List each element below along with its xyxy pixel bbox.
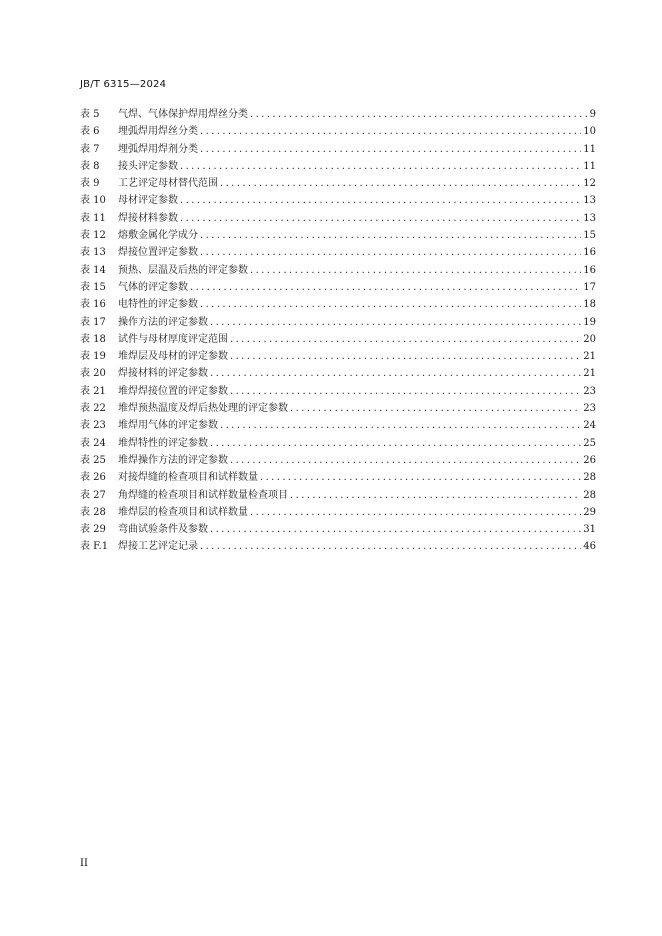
toc-leader-dots bbox=[210, 314, 581, 331]
toc-entry-number: 表 26 bbox=[80, 472, 106, 484]
toc-entry-page: 23 bbox=[583, 403, 596, 415]
toc-entry-number: 表 F.1 bbox=[80, 541, 109, 553]
toc-entry[interactable] bbox=[80, 504, 596, 521]
toc-entry-number: 表 14 bbox=[80, 264, 106, 276]
toc-entry-title: 弯曲试验条件及参数 bbox=[118, 524, 208, 536]
toc-entry-title: 堆焊用气体的评定参数 bbox=[118, 420, 218, 432]
toc-entry[interactable] bbox=[80, 452, 596, 469]
toc-entry-number: 表 10 bbox=[80, 195, 106, 207]
toc-entry-title: 试件与母材厚度评定范围 bbox=[118, 333, 228, 345]
toc-entry-title: 焊接材料的评定参数 bbox=[118, 368, 208, 380]
document-code-header: JB/T 6315—2024 bbox=[80, 79, 167, 90]
toc-entry-page: 21 bbox=[583, 351, 596, 363]
toc-entry-page: 31 bbox=[583, 524, 596, 536]
toc-entry[interactable] bbox=[80, 141, 596, 158]
toc-entry[interactable] bbox=[80, 331, 596, 348]
toc-entry-title: 堆焊特性的评定参数 bbox=[118, 437, 208, 449]
toc-entry-number: 表 23 bbox=[80, 420, 106, 432]
toc-entry-number: 表 15 bbox=[80, 281, 106, 293]
toc-entry-page: 12 bbox=[583, 178, 596, 190]
toc-leader-dots bbox=[250, 262, 581, 279]
toc-entry-title: 堆焊操作方法的评定参数 bbox=[118, 454, 228, 466]
toc-entry-page: 26 bbox=[583, 454, 596, 466]
toc-entry-page: 9 bbox=[589, 109, 596, 120]
toc-leader-dots bbox=[220, 175, 581, 192]
toc-entry-page: 20 bbox=[583, 333, 596, 345]
toc-leader-dots bbox=[290, 400, 581, 417]
toc-entry-title: 操作方法的评定参数 bbox=[118, 316, 208, 328]
toc-entry-title: 堆焊预热温度及焊后热处理的评定参数 bbox=[118, 403, 288, 415]
page-number: II bbox=[80, 858, 88, 869]
toc-entry-page: 17 bbox=[583, 281, 596, 293]
toc-entry[interactable] bbox=[80, 348, 596, 365]
toc-leader-dots bbox=[180, 192, 581, 209]
toc-entry-number: 表 16 bbox=[80, 299, 106, 311]
toc-entry[interactable] bbox=[80, 296, 596, 313]
toc-entry-title: 预热、层温及后热的评定参数 bbox=[118, 264, 248, 276]
toc-leader-dots bbox=[220, 417, 581, 434]
toc-leader-dots bbox=[230, 452, 581, 469]
toc-entry-page: 46 bbox=[583, 541, 596, 553]
toc-leader-dots bbox=[210, 365, 581, 382]
toc-entry-title: 工艺评定母材替代范围 bbox=[118, 178, 218, 190]
toc-entry-page: 13 bbox=[583, 212, 596, 224]
toc-entry[interactable] bbox=[80, 417, 596, 434]
toc-entry-title: 母材评定参数 bbox=[118, 195, 178, 207]
toc-entry-title: 焊接位置评定参数 bbox=[118, 247, 198, 259]
toc-leader-dots bbox=[200, 141, 581, 158]
toc-entry-page: 11 bbox=[583, 160, 596, 172]
toc-entry-page: 25 bbox=[583, 437, 596, 449]
toc-entry-page: 28 bbox=[583, 489, 596, 501]
toc-entry-number: 表 8 bbox=[80, 160, 100, 172]
toc-entry-page: 11 bbox=[583, 143, 596, 155]
toc-entry-title: 堆焊焊接位置的评定参数 bbox=[118, 385, 228, 397]
toc-entry-page: 10 bbox=[583, 126, 596, 138]
toc-entry[interactable] bbox=[80, 175, 596, 192]
toc-leader-dots bbox=[250, 504, 581, 521]
toc-entry[interactable] bbox=[80, 227, 596, 244]
toc-entry-page: 29 bbox=[583, 506, 596, 518]
toc-entry-page: 16 bbox=[583, 264, 596, 276]
toc-leader-dots bbox=[200, 123, 581, 140]
toc-leader-dots bbox=[210, 521, 581, 538]
toc-entry-title: 角焊缝的检查项目和试样数量检查项目 bbox=[118, 489, 288, 501]
toc-entry-title: 接头评定参数 bbox=[118, 160, 178, 172]
toc-entry-page: 18 bbox=[583, 299, 596, 311]
toc-entry[interactable] bbox=[80, 400, 596, 417]
toc-entry-number: 表 18 bbox=[80, 333, 106, 345]
toc-entry[interactable] bbox=[80, 383, 596, 400]
toc-entry-number: 表 6 bbox=[80, 126, 100, 138]
toc-leader-dots bbox=[200, 227, 581, 244]
toc-entry[interactable] bbox=[80, 123, 596, 140]
toc-entry-number: 表 13 bbox=[80, 247, 106, 259]
toc-entry-number: 表 7 bbox=[80, 143, 100, 155]
table-of-contents bbox=[80, 106, 596, 556]
toc-entry-title: 焊接工艺评定记录 bbox=[118, 541, 198, 553]
toc-entry[interactable] bbox=[80, 435, 596, 452]
toc-entry[interactable] bbox=[80, 244, 596, 261]
toc-entry-title: 气焊、气体保护焊用焊丝分类 bbox=[118, 109, 248, 120]
toc-entry[interactable] bbox=[80, 538, 596, 555]
toc-entry-title: 堆焊层的检查项目和试样数量 bbox=[118, 506, 248, 518]
toc-entry-number: 表 11 bbox=[80, 212, 106, 224]
toc-entry-number: 表 12 bbox=[80, 230, 106, 242]
toc-leader-dots bbox=[230, 383, 581, 400]
toc-entry-number: 表 17 bbox=[80, 316, 106, 328]
toc-leader-dots bbox=[190, 279, 581, 296]
toc-leader-dots bbox=[180, 210, 581, 227]
toc-entry[interactable] bbox=[80, 106, 596, 123]
toc-entry-number: 表 21 bbox=[80, 385, 106, 397]
toc-entry-number: 表 9 bbox=[80, 178, 100, 190]
toc-entry-number: 表 20 bbox=[80, 368, 106, 380]
toc-leader-dots bbox=[290, 487, 581, 504]
toc-entry[interactable] bbox=[80, 192, 596, 209]
toc-leader-dots bbox=[200, 244, 581, 261]
toc-entry-page: 21 bbox=[583, 368, 596, 380]
toc-entry-title: 埋弧焊用焊剂分类 bbox=[118, 143, 198, 155]
toc-entry-title: 熔敷金属化学成分 bbox=[118, 230, 198, 242]
toc-entry-number: 表 25 bbox=[80, 454, 106, 466]
toc-leader-dots bbox=[200, 296, 581, 313]
toc-leader-dots bbox=[200, 538, 581, 555]
toc-entry-number: 表 28 bbox=[80, 506, 106, 518]
toc-entry-page: 15 bbox=[583, 230, 596, 242]
toc-entry-number: 表 27 bbox=[80, 489, 106, 501]
toc-entry[interactable] bbox=[80, 365, 596, 382]
toc-entry[interactable] bbox=[80, 210, 596, 227]
toc-entry-number: 表 5 bbox=[80, 109, 100, 120]
toc-leader-dots bbox=[210, 435, 581, 452]
toc-entry[interactable] bbox=[80, 487, 596, 504]
toc-entry-title: 堆焊层及母材的评定参数 bbox=[118, 351, 228, 363]
toc-leader-dots bbox=[230, 331, 581, 348]
toc-entry-title: 气体的评定参数 bbox=[118, 281, 188, 293]
toc-entry-title: 电特性的评定参数 bbox=[118, 299, 198, 311]
toc-entry[interactable] bbox=[80, 521, 596, 538]
toc-leader-dots bbox=[250, 106, 588, 123]
toc-entry-page: 16 bbox=[583, 247, 596, 259]
toc-entry[interactable] bbox=[80, 262, 596, 279]
toc-entry-page: 24 bbox=[583, 420, 596, 432]
toc-entry[interactable] bbox=[80, 279, 596, 296]
toc-entry-number: 表 29 bbox=[80, 524, 106, 536]
toc-leader-dots bbox=[230, 348, 581, 365]
toc-entry-page: 13 bbox=[583, 195, 596, 207]
toc-entry-page: 28 bbox=[583, 472, 596, 484]
toc-entry-number: 表 19 bbox=[80, 351, 106, 363]
toc-entry-title: 对接焊缝的检查项目和试样数量 bbox=[118, 472, 258, 484]
toc-entry-title: 埋弧焊用焊丝分类 bbox=[118, 126, 198, 138]
toc-entry[interactable] bbox=[80, 314, 596, 331]
toc-entry[interactable] bbox=[80, 158, 596, 175]
toc-entry-page: 23 bbox=[583, 385, 596, 397]
toc-entry-number: 表 22 bbox=[80, 403, 106, 415]
toc-entry-page: 19 bbox=[583, 316, 596, 328]
toc-entry-number: 表 24 bbox=[80, 437, 106, 449]
toc-entry-title: 焊接材料参数 bbox=[118, 212, 178, 224]
toc-entry[interactable] bbox=[80, 469, 596, 486]
toc-leader-dots bbox=[180, 158, 581, 175]
toc-leader-dots bbox=[260, 469, 581, 486]
